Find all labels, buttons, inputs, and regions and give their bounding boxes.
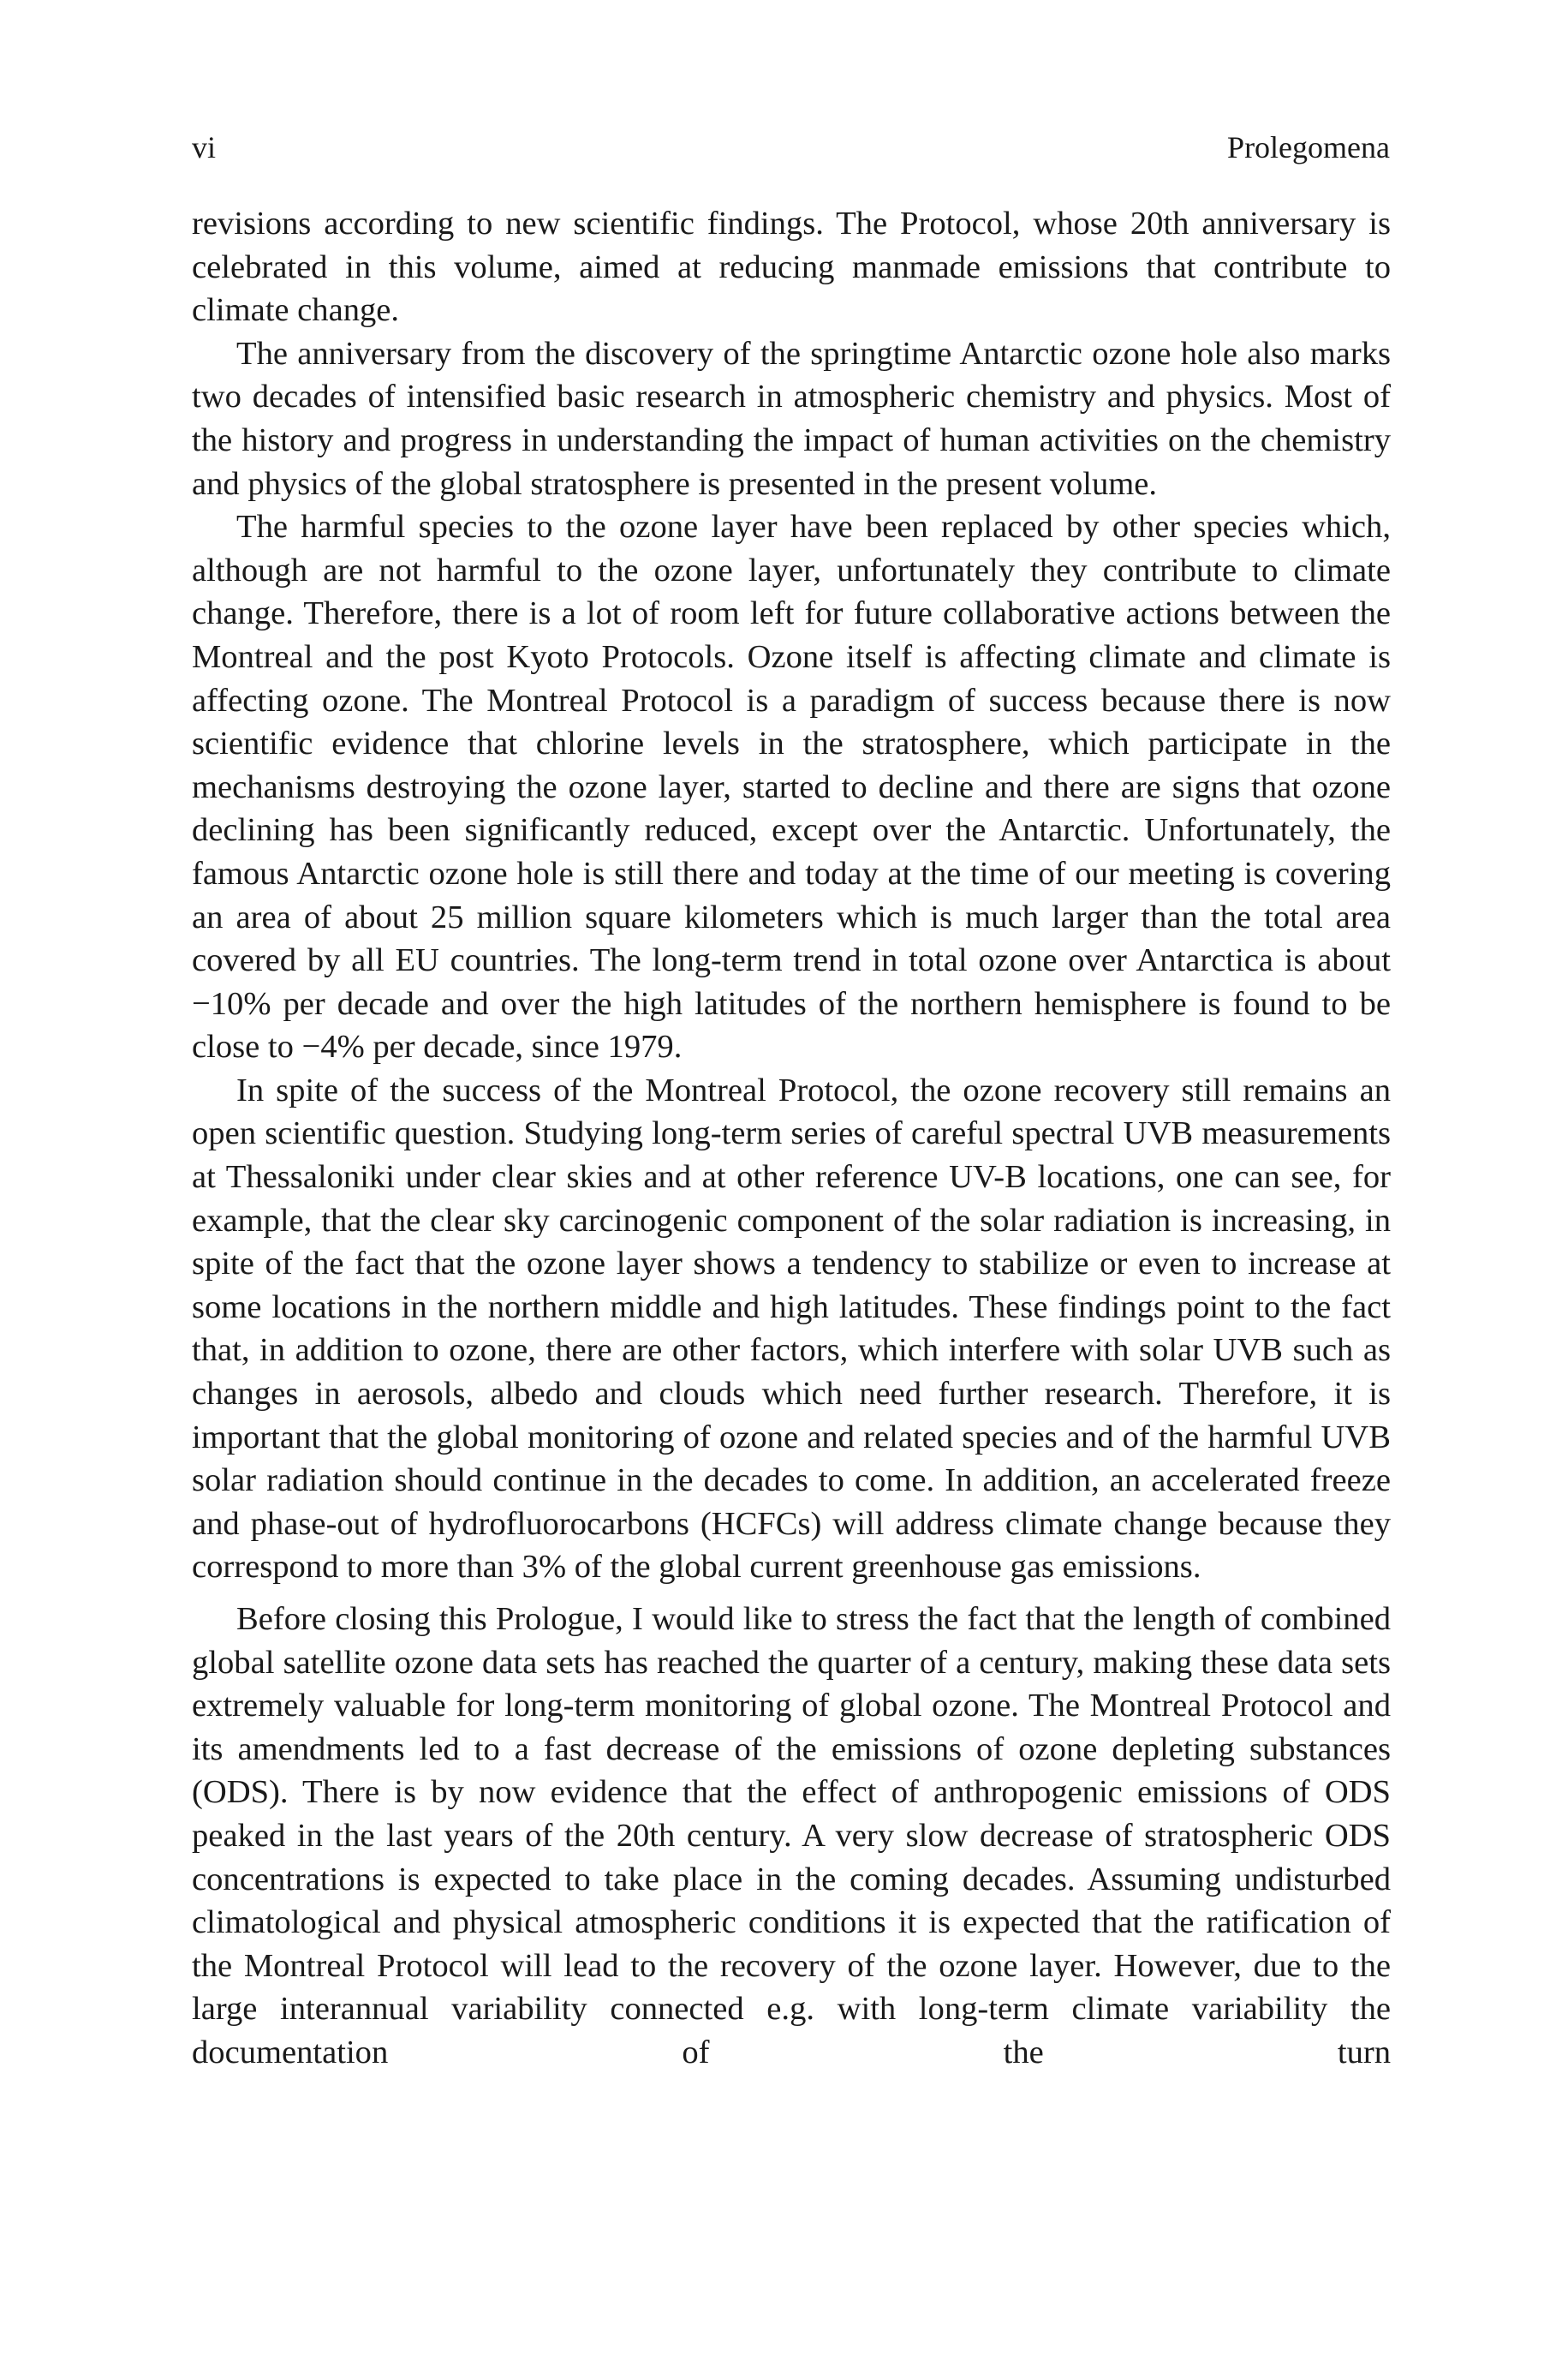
- paragraph: The anniversary from the discovery of the springtime Antarctic ozone hole also marks two decades of intensified basic research in atmospheric chemistry and physics. Most of the history and progress in understanding the impact of human activities on the chemistry and physics of the global stratosphere is presented in the present volume.: [192, 335, 1391, 502]
- paragraph-continued: revisions according to new scientific findings. The Protocol, whose 20th anniversary is celebrated in this volume, aimed at reducing manmade emissions that contribute to climate change.: [192, 206, 1391, 329]
- paragraph: The harmful species to the ozone layer have been replaced by other species which, although are not harmful to the ozone layer, unfortunately they contribute to climate change. Therefore, there is a lot of room left for future collaborative actions between the Montreal and the post Kyoto Protocols. Ozone itself is affecting climate and climate is affecting ozone. The Montreal Protocol is a paradigm of success because there is now scientific evidence that chlorine levels in the stratosphere, which participate in the mechanisms destroying the ozone layer, started to decline and there are signs that ozone declining has been significantly reduced, except over the Antarctic. Unfortunately, the famous Antarctic ozone hole is still there and today at the time of our meeting is covering an area of about 25 million square kilometers which is much larger than the total area covered by all EU countries. The long-term trend in total ozone over Antarctica is about −10% per decade and over the high latitudes of the northern hemisphere is found to be close to −4% per decade, since 1979.: [192, 509, 1391, 1066]
- body-text: [192, 202, 1391, 2075]
- paragraph: In spite of the success of the Montreal Protocol, the ozone recovery still remains an open scientific question. Studying long-term series of careful spectral UVB measurements at Thessaloniki under clear skies and at other reference UV-B locations, one can see, for example, that the clear sky carcinogenic component of the solar radiation is increasing, in spite of the fact that the ozone layer shows a tendency to stabilize or even to increase at some locations in the northern middle and high latitudes. These findings point to the fact that, in addition to ozone, there are other factors, which interfere with solar UVB such as changes in aerosols, albedo and clouds which need further research. Therefore, it is important that the global monitoring of ozone and related species and of the harmful UVB solar radiation should continue in the decades to come. In addition, an accelerated freeze and phase-out of hydrofluorocarbons (HCFCs) will address climate change because they correspond to more than 3% of the global current greenhouse gas emissions.: [192, 1072, 1391, 1586]
- page-number: vi: [192, 130, 217, 164]
- paragraph: Before closing this Prologue, I would like to stress the fact that the length of combined global satellite ozone data sets has reached the quarter of a century, making these data sets extremely valuable for long-term monitoring of global ozone. The Montreal Protocol and its amendments led to a fast decrease of the emissions of ozone depleting substances (ODS). There is by now evidence that the effect of anthropogenic emissions of ODS peaked in the last years of the 20th century. A very slow decrease of stratospheric ODS concentrations is expected to take place in the coming decades. Assuming undisturbed climatological and physical atmospheric conditions it is expected that the ratification of the Montreal Protocol will lead to the recovery of the ozone layer. However, due to the large interannual variability connected e.g. with long-term climate variability the documentation of the turn: [192, 1601, 1391, 2070]
- running-head: Prolegomena: [1227, 130, 1390, 164]
- page-header: [192, 128, 1390, 166]
